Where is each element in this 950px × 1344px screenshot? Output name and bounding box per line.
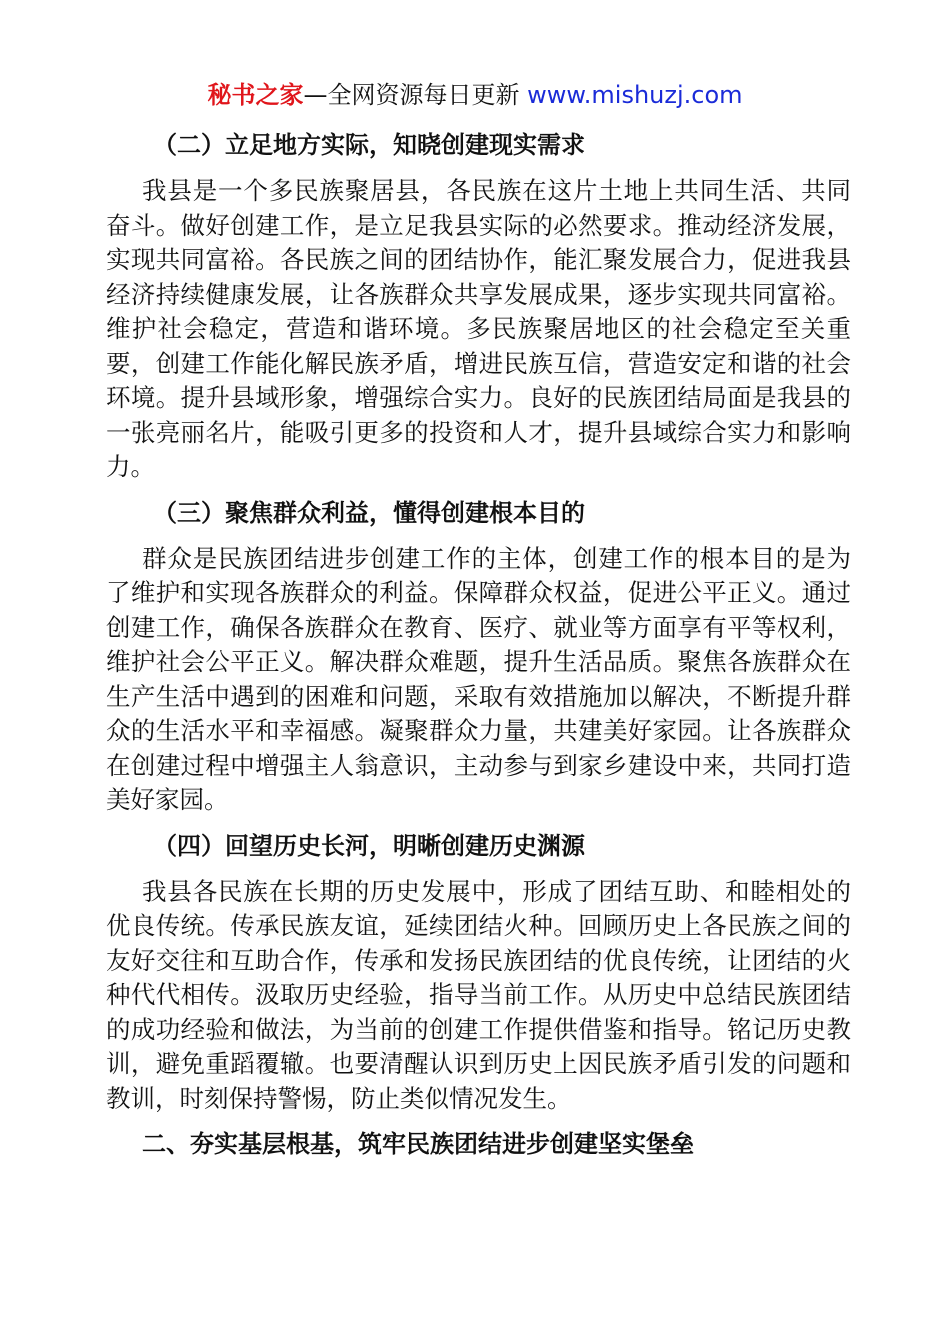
header-tagline: 全网资源每日更新 <box>327 81 528 109</box>
section-heading-2: （二）立足地方实际，知晓创建现实需求 <box>153 131 585 159</box>
site-header <box>0 78 950 112</box>
section-paragraph-4: 我县各民族在长期的历史发展中，形成了团结互助、和睦相处的优良传统。传承民族友谊，延续团结火种。回顾历史上各民族之间的友好交往和互助合作，传承和发扬民族团结的优良传统，让团结的火种代代相传。汲取历史经验，指导当前工作。从历史中总结民族团结的成功经验和做法，为当前的创建工作提供借鉴和指导。铭记历史教训，避免重蹈覆辙。也要清醒认识到历史上因民族矛盾引发的问题和教训，时刻保持警惕，防止类似情况发生。 <box>106 876 851 1113</box>
brand-name: 秘书之家 <box>207 81 304 109</box>
header-separator: — <box>303 81 328 109</box>
document-body <box>106 128 851 1173</box>
section-paragraph-2: 我县是一个多民族聚居县，各民族在这片土地上共同生活、共同奋斗。做好创建工作，是立足我县实际的必然要求。推动经济发展，实现共同富裕。各民族之间的团结协作，能汇聚发展合力，促进我县经济持续健康发展，让各族群众共享发展成果，逐步实现共同富裕。维护社会稳定，营造和谐环境。多民族聚居地区的社会稳定至关重要，创建工作能化解民族矛盾，增进民族互信，营造安定和谐的社会环境。提升县域形象，增强综合实力。良好的民族团结局面是我县的一张亮丽名片，能吸引更多的投资和人才，提升县域综合实力和影响力。 <box>106 176 851 481</box>
section-heading-3: （三）聚焦群众利益，懂得创建根本目的 <box>153 498 585 527</box>
section-heading-4: （四）回望历史长河，明晰创建历史渊源 <box>153 831 585 860</box>
chapter-heading-2: 二、夯实基层根基，筑牢民族团结进步创建坚实堡垒 <box>142 1130 694 1158</box>
site-url-link[interactable]: www.mishuzj.com <box>527 81 743 109</box>
section-paragraph-3: 群众是民族团结进步创建工作的主体，创建工作的根本目的是为了维护和实现各族群众的利益。保障群众权益，促进公平正义。通过创建工作，确保各族群众在教育、医疗、就业等方面享有平等权利，维护社会公平正义。解决群众难题，提升生活品质。聚焦各族群众在生产生活中遇到的困难和问题，采取有效措施加以解决，不断提升群众的生活水平和幸福感。凝聚群众力量，共建美好家园。让各族群众在创建过程中增强主人翁意识，主动参与到家乡建设中来，共同打造美好家园。 <box>106 543 851 814</box>
